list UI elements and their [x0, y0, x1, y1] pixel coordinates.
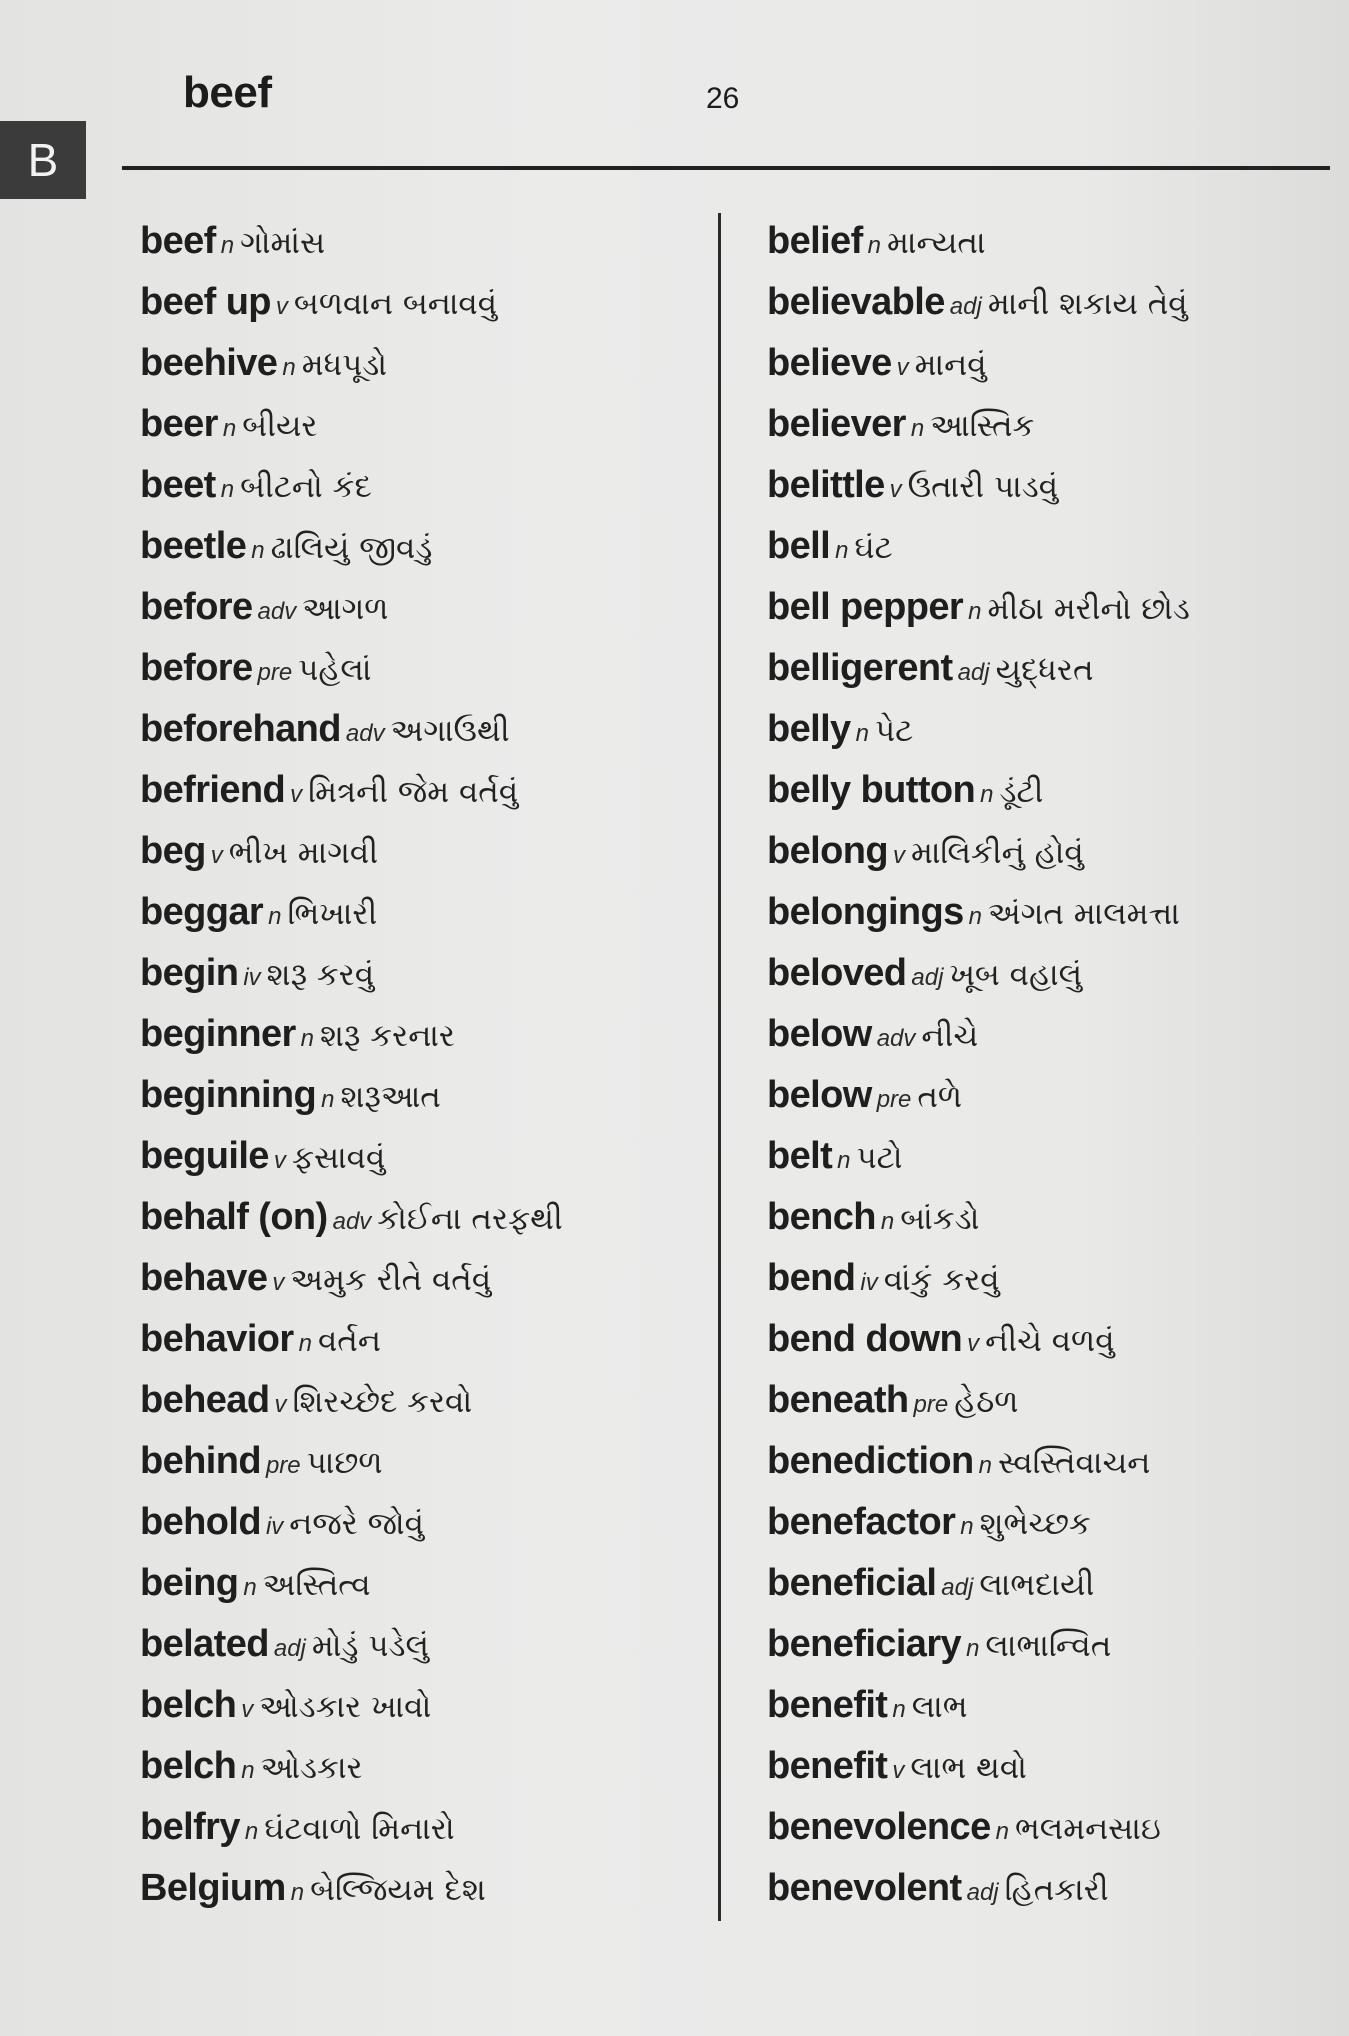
left-column	[140, 213, 700, 1921]
headword: belly	[767, 708, 851, 750]
dictionary-entry	[140, 1433, 700, 1494]
dictionary-entry	[140, 762, 700, 823]
gujarati-translation: આગળ	[302, 591, 389, 627]
part-of-speech: adv	[257, 598, 297, 625]
gujarati-translation: પટો	[856, 1140, 903, 1176]
dictionary-entry	[140, 396, 700, 457]
dictionary-entry	[140, 1799, 700, 1860]
gujarati-translation: અમુક રીતે વર્તવું	[290, 1262, 492, 1298]
dictionary-entry	[140, 823, 700, 884]
part-of-speech: n	[243, 1574, 257, 1601]
gujarati-translation: શરૂઆત	[340, 1079, 441, 1115]
gujarati-translation: મધપૂડો	[301, 347, 388, 383]
part-of-speech: n	[835, 537, 849, 564]
dictionary-entry	[767, 945, 1327, 1006]
headword: benefit	[767, 1745, 888, 1787]
gujarati-translation: પાછળ	[306, 1445, 383, 1481]
dictionary-entry	[140, 1494, 700, 1555]
dictionary-entry	[140, 1250, 700, 1311]
gujarati-translation: હિતકારી	[1004, 1872, 1109, 1908]
part-of-speech: v	[272, 1269, 285, 1296]
dictionary-entry	[767, 1677, 1327, 1738]
gujarati-translation: અંગત માલમત્તા	[988, 896, 1180, 932]
part-of-speech: v	[967, 1330, 980, 1357]
dictionary-entry	[767, 274, 1327, 335]
gujarati-translation: ઓડકાર	[260, 1750, 363, 1786]
headword: beguile	[140, 1135, 269, 1177]
dictionary-entry	[140, 1128, 700, 1189]
gujarati-translation: આસ્તિક	[930, 408, 1035, 444]
headword: behead	[140, 1379, 270, 1421]
headword: begin	[140, 952, 239, 994]
dictionary-entry	[140, 701, 700, 762]
gujarati-translation: ભીખ માગવી	[228, 835, 379, 871]
part-of-speech: n	[892, 1696, 906, 1723]
part-of-speech: adj	[949, 293, 982, 320]
dictionary-entry	[767, 1311, 1327, 1372]
part-of-speech: n	[855, 720, 869, 747]
dictionary-entry	[767, 1494, 1327, 1555]
headword: behind	[140, 1440, 261, 1482]
gujarati-translation: શુભેચ્છક	[979, 1506, 1091, 1542]
part-of-speech: n	[222, 415, 237, 442]
dictionary-entry	[140, 1677, 700, 1738]
dictionary-entry	[140, 457, 700, 518]
gujarati-translation: સ્વસ્તિવાચન	[998, 1445, 1151, 1481]
headword: bend down	[767, 1318, 963, 1360]
dictionary-entry	[767, 1799, 1327, 1860]
gujarati-translation: ઘંટ	[854, 530, 893, 566]
headword: belly button	[767, 769, 976, 811]
part-of-speech: n	[241, 1757, 255, 1784]
gujarati-translation: શરૂ કરવું	[266, 957, 375, 993]
dictionary-entry	[140, 518, 700, 579]
headword: benevolent	[767, 1867, 962, 1909]
dictionary-entry	[767, 518, 1327, 579]
headword: benefactor	[767, 1501, 956, 1543]
guide-word: beef	[183, 68, 272, 117]
gujarati-translation: બીટનો કંદ	[240, 469, 372, 505]
headword: beneficiary	[767, 1623, 962, 1665]
gujarati-translation: ભિખારી	[287, 896, 378, 932]
headword: behave	[140, 1257, 268, 1299]
headword: belligerent	[767, 647, 953, 689]
dictionary-entry	[767, 884, 1327, 945]
dictionary-entry	[140, 1189, 700, 1250]
part-of-speech: adj	[911, 964, 944, 991]
gujarati-translation: લાભ	[911, 1689, 968, 1725]
gujarati-translation: ફસાવવું	[291, 1140, 386, 1176]
headword: benevolence	[767, 1806, 991, 1848]
part-of-speech: iv	[860, 1269, 878, 1296]
dictionary-entry	[767, 1189, 1327, 1250]
dictionary-entry	[140, 579, 700, 640]
dictionary-entry	[767, 457, 1327, 518]
part-of-speech: v	[896, 354, 909, 381]
dictionary-entry	[140, 884, 700, 945]
gujarati-translation: મોડું પડેલું	[311, 1628, 429, 1664]
gujarati-translation: શરૂ કરનાર	[320, 1018, 455, 1054]
part-of-speech: iv	[243, 964, 261, 991]
dictionary-entry	[767, 579, 1327, 640]
part-of-speech: n	[966, 1635, 980, 1662]
headword: belch	[140, 1745, 237, 1787]
headword: belch	[140, 1684, 237, 1726]
part-of-speech: adj	[941, 1574, 974, 1601]
headword: belt	[767, 1135, 833, 1177]
headword: bend	[767, 1257, 856, 1299]
headword: beforehand	[140, 708, 341, 750]
gujarati-translation: ઉતારી પાડવું	[907, 469, 1059, 505]
gujarati-translation: બેલ્જિયમ દેશ	[310, 1872, 486, 1908]
part-of-speech: n	[960, 1513, 974, 1540]
part-of-speech: n	[980, 781, 994, 808]
gujarati-translation: અગાઉથી	[390, 713, 510, 749]
headword: belated	[140, 1623, 269, 1665]
dictionary-entry	[767, 823, 1327, 884]
part-of-speech: n	[268, 903, 282, 930]
headword: belongings	[767, 891, 964, 933]
gujarati-translation: લાભદાયી	[979, 1567, 1095, 1603]
dictionary-entry	[767, 335, 1327, 396]
part-of-speech: n	[978, 1452, 992, 1479]
gujarati-translation: હેઠળ	[954, 1384, 1019, 1420]
gujarati-translation: ગોમાંસ	[240, 225, 326, 261]
part-of-speech: adv	[345, 720, 385, 747]
part-of-speech: n	[220, 232, 235, 259]
part-of-speech: n	[298, 1330, 312, 1357]
part-of-speech: n	[321, 1086, 335, 1113]
dictionary-entry	[767, 1006, 1327, 1067]
headword: belief	[767, 220, 863, 262]
dictionary-entry	[767, 1860, 1327, 1921]
page-number: 26	[706, 82, 740, 115]
headword: belong	[767, 830, 888, 872]
gujarati-translation: કોઈના તરફથી	[377, 1201, 563, 1237]
headword: beneath	[767, 1379, 909, 1421]
gujarati-translation: લાભ થવો	[910, 1750, 1027, 1786]
gujarati-translation: તળે	[917, 1079, 963, 1115]
part-of-speech: n	[910, 415, 925, 442]
headword: benediction	[767, 1440, 974, 1482]
gujarati-translation: અસ્તિત્વ	[262, 1567, 371, 1603]
headword: behavior	[140, 1318, 294, 1360]
gujarati-translation: ડૂંટી	[999, 774, 1044, 810]
gujarati-translation: માલિકીનું હોવું	[910, 835, 1084, 871]
dictionary-entry	[767, 1372, 1327, 1433]
header-rule	[122, 166, 1330, 170]
part-of-speech: n	[968, 903, 983, 930]
headword: beehive	[140, 342, 278, 384]
dictionary-entry	[767, 396, 1327, 457]
dictionary-entry	[767, 1738, 1327, 1799]
headword: beg	[140, 830, 206, 872]
headword: before	[140, 586, 253, 628]
gujarati-translation: નજરે જોવું	[289, 1506, 424, 1542]
gujarati-translation: ઓડકાર ખાવો	[259, 1689, 432, 1725]
headword: beetle	[140, 525, 247, 567]
headword: beet	[140, 464, 216, 506]
headword: beginner	[140, 1013, 296, 1055]
headword: beneficial	[767, 1562, 937, 1604]
headword: bell	[767, 525, 831, 567]
gujarati-translation: વર્તન	[317, 1323, 381, 1359]
dictionary-entry	[767, 213, 1327, 274]
part-of-speech: v	[889, 476, 902, 503]
dictionary-entry	[767, 1433, 1327, 1494]
headword: below	[767, 1074, 872, 1116]
headword: belittle	[767, 464, 885, 506]
dictionary-entry	[767, 1250, 1327, 1311]
headword: being	[140, 1562, 239, 1604]
dictionary-entry	[140, 335, 700, 396]
gujarati-translation: યુદ્ધરત	[995, 652, 1094, 688]
part-of-speech: adj	[273, 1635, 306, 1662]
dictionary-entry	[767, 762, 1327, 823]
gujarati-translation: ઢાલિયું જીવડું	[270, 530, 433, 566]
part-of-speech: n	[968, 598, 982, 625]
part-of-speech: pre	[257, 659, 293, 686]
letter-tab: B	[0, 121, 86, 199]
part-of-speech: pre	[265, 1452, 301, 1479]
part-of-speech: v	[892, 842, 905, 869]
dictionary-entry	[767, 1555, 1327, 1616]
part-of-speech: v	[274, 1391, 287, 1418]
part-of-speech: adj	[966, 1879, 999, 1906]
gujarati-translation: બાંકડો	[900, 1201, 980, 1237]
gujarati-translation: માન્યતા	[887, 225, 986, 261]
headword: behalf (on)	[140, 1196, 328, 1238]
headword: Belgium	[140, 1867, 286, 1909]
headword: beef up	[140, 281, 271, 323]
part-of-speech: n	[244, 1818, 259, 1845]
dictionary-entry	[140, 274, 700, 335]
part-of-speech: n	[995, 1818, 1009, 1845]
headword: believable	[767, 281, 945, 323]
headword: bench	[767, 1196, 876, 1238]
gujarati-translation: વાંકું કરવું	[883, 1262, 1000, 1298]
column-divider	[718, 213, 721, 1921]
headword: benefit	[767, 1684, 888, 1726]
gujarati-translation: માનવું	[914, 347, 987, 383]
dictionary-entry	[140, 1738, 700, 1799]
gujarati-translation: ઘંટવાળો મિનારો	[264, 1811, 455, 1847]
gujarati-translation: લાભાન્વિત	[985, 1628, 1112, 1664]
gujarati-translation: પેટ	[874, 713, 914, 749]
headword: beginning	[140, 1074, 317, 1116]
part-of-speech: adv	[332, 1208, 372, 1235]
part-of-speech: adv	[876, 1025, 916, 1052]
dictionary-entry	[140, 1860, 700, 1921]
part-of-speech: adj	[957, 659, 990, 686]
part-of-speech: v	[210, 842, 223, 869]
headword: beer	[140, 403, 218, 445]
gujarati-translation: નીચે	[921, 1018, 979, 1054]
part-of-speech: pre	[876, 1086, 912, 1113]
part-of-speech: n	[251, 537, 265, 564]
dictionary-entry	[140, 1067, 700, 1128]
gujarati-translation: ખૂબ વહાલું	[949, 957, 1083, 993]
headword: beloved	[767, 952, 907, 994]
part-of-speech: n	[867, 232, 882, 259]
headword: beggar	[140, 891, 264, 933]
part-of-speech: n	[300, 1025, 315, 1052]
part-of-speech: n	[290, 1879, 305, 1906]
headword: believe	[767, 342, 892, 384]
part-of-speech: pre	[913, 1391, 949, 1418]
headword: behold	[140, 1501, 261, 1543]
part-of-speech: n	[282, 354, 296, 381]
dictionary-entry	[140, 213, 700, 274]
headword: befriend	[140, 769, 286, 811]
part-of-speech: n	[220, 476, 235, 503]
headword: beef	[140, 220, 216, 262]
dictionary-entry	[140, 1555, 700, 1616]
dictionary-entry	[140, 1372, 700, 1433]
dictionary-entry	[767, 640, 1327, 701]
gujarati-translation: મીઠા મરીનો છોડ	[987, 591, 1190, 627]
dictionary-entry	[767, 1616, 1327, 1677]
part-of-speech: v	[241, 1696, 254, 1723]
part-of-speech: iv	[265, 1513, 284, 1540]
headword: below	[767, 1013, 872, 1055]
gujarati-translation: નીચે વળવું	[985, 1323, 1115, 1359]
right-column	[767, 213, 1327, 1921]
dictionary-entry	[767, 1128, 1327, 1189]
dictionary-entry	[140, 945, 700, 1006]
part-of-speech: v	[275, 293, 288, 320]
dictionary-entry	[767, 701, 1327, 762]
gujarati-translation: બળવાન બનાવવું	[293, 286, 498, 322]
headword: belfry	[140, 1806, 240, 1848]
gujarati-translation: પહેલાં	[298, 652, 372, 688]
part-of-speech: n	[880, 1208, 895, 1235]
headword: bell pepper	[767, 586, 964, 628]
gujarati-translation: મિત્રની જેમ વર્તવું	[308, 774, 519, 810]
part-of-speech: v	[892, 1757, 905, 1784]
dictionary-entry	[140, 1311, 700, 1372]
headword: believer	[767, 403, 906, 445]
gujarati-translation: બીયર	[242, 408, 318, 444]
part-of-speech: n	[837, 1147, 851, 1174]
headword: before	[140, 647, 253, 689]
dictionary-entry	[140, 640, 700, 701]
gujarati-translation: માની શકાય તેવું	[987, 286, 1188, 322]
gujarati-translation: ભલમનસાઇ	[1014, 1811, 1161, 1847]
dictionary-entry	[767, 1067, 1327, 1128]
part-of-speech: v	[273, 1147, 286, 1174]
dictionary-entry	[140, 1006, 700, 1067]
gujarati-translation: શિરચ્છેદ કરવો	[292, 1384, 473, 1420]
part-of-speech: v	[290, 781, 303, 808]
dictionary-entry	[140, 1616, 700, 1677]
